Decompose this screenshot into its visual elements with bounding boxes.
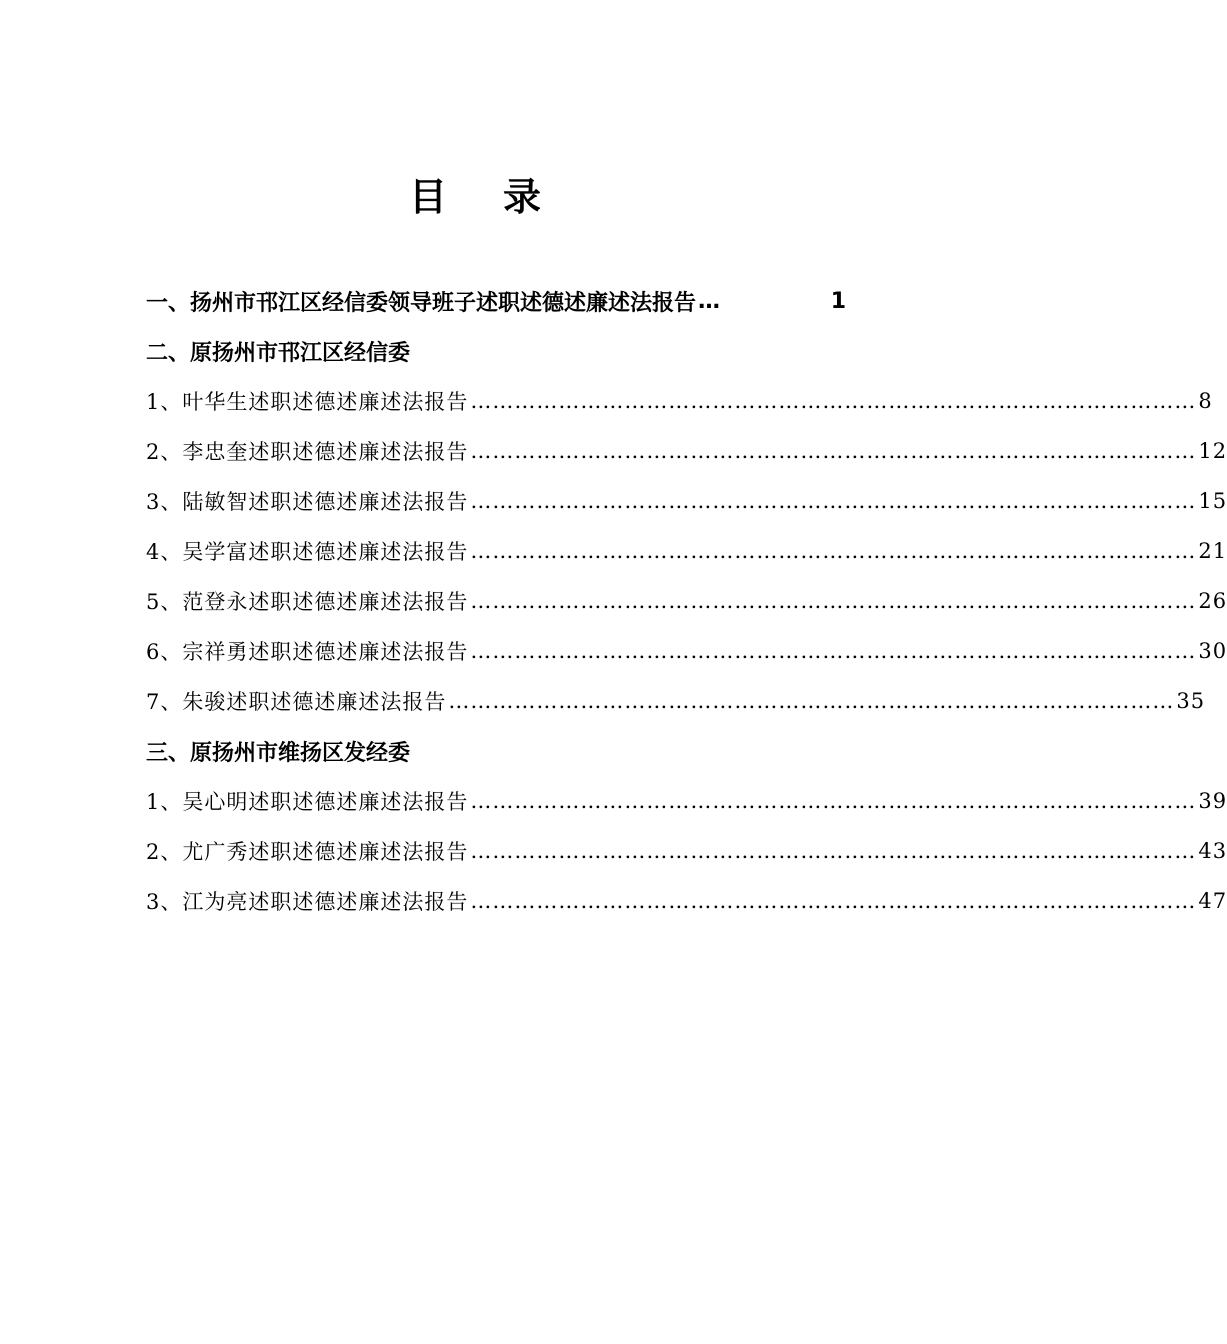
toc-dot-leader: ……………………………………………………………………………………… — [470, 539, 1197, 563]
toc-entry[interactable] — [146, 776, 1227, 826]
toc-entry-title: 1、叶华生述职述德述廉述法报告 — [146, 390, 469, 414]
toc-entry[interactable] — [146, 476, 1227, 526]
toc-entry-title: 1、吴心明述职述德述廉述法报告 — [146, 790, 469, 814]
toc-entry[interactable] — [146, 426, 1227, 476]
toc-dot-leader: ……………………………………………………………………………………… — [470, 839, 1197, 863]
toc-section[interactable] — [146, 726, 846, 776]
toc-entry[interactable] — [146, 826, 1227, 876]
toc-entry[interactable] — [146, 376, 1213, 426]
toc-entry-title: 2、李忠奎述职述德述廉述法报告 — [146, 440, 469, 464]
toc-entry-title: 5、范登永述职述德述廉述法报告 — [146, 590, 469, 614]
toc-entry-title: 3、江为亮述职述德述廉述法报告 — [146, 890, 469, 914]
page-title — [0, 172, 950, 222]
toc-dot-leader: ……………………………………………………………………………………… — [470, 439, 1197, 463]
toc-entry-title: 二、原扬州市邗江区经信委 — [146, 340, 411, 366]
toc-page-number: 15 — [1198, 489, 1227, 513]
toc-page-number: 12 — [1198, 439, 1227, 463]
toc-dot-leader: … — [698, 288, 720, 314]
toc-entry-title: 7、朱骏述职述德述廉述法报告 — [146, 690, 447, 714]
toc-entry-title: 6、宗祥勇述职述德述廉述法报告 — [146, 640, 469, 664]
toc-dot-leader: ……………………………………………………………………………………… — [470, 639, 1197, 663]
toc-page-number: 1 — [830, 288, 846, 314]
toc-page-number: 39 — [1198, 789, 1227, 813]
toc-dot-leader: ……………………………………………………………………………………… — [470, 889, 1197, 913]
toc-page-number: 21 — [1198, 539, 1227, 563]
toc-entry[interactable] — [146, 676, 1206, 726]
table-of-contents — [146, 276, 1227, 926]
toc-page-number: 26 — [1198, 589, 1227, 613]
toc-page-number: 35 — [1176, 689, 1206, 713]
toc-page-number: 43 — [1198, 839, 1227, 863]
title-char-2: 录 — [503, 175, 542, 219]
toc-page-number: 47 — [1198, 889, 1227, 913]
toc-entry-title: 2、尤广秀述职述德述廉述法报告 — [146, 840, 469, 864]
toc-dot-leader: ……………………………………………………………………………………… — [470, 389, 1197, 413]
toc-entry-title: 4、吴学富述职述德述廉述法报告 — [146, 540, 469, 564]
toc-dot-leader: ……………………………………………………………………………………… — [470, 589, 1197, 613]
title-char-1: 目 — [408, 175, 447, 219]
toc-entry-title: 三、原扬州市维扬区发经委 — [146, 740, 411, 766]
toc-page-number: 8 — [1198, 389, 1213, 413]
toc-dot-leader: ……………………………………………………………………………………… — [448, 689, 1175, 713]
toc-dot-leader: ……………………………………………………………………………………… — [470, 789, 1197, 813]
toc-entry[interactable] — [146, 626, 1227, 676]
toc-entry-title: 一、扬州市邗江区经信委领导班子述职述德述廉述法报告 — [146, 290, 697, 316]
toc-entry[interactable] — [146, 876, 1227, 926]
toc-section[interactable] — [146, 326, 846, 376]
toc-section[interactable] — [146, 276, 846, 326]
toc-entry[interactable] — [146, 576, 1227, 626]
toc-page-number: 30 — [1198, 639, 1227, 663]
toc-dot-leader: ……………………………………………………………………………………… — [470, 489, 1197, 513]
toc-entry-title: 3、陆敏智述职述德述廉述法报告 — [146, 490, 469, 514]
toc-entry[interactable] — [146, 526, 1227, 576]
